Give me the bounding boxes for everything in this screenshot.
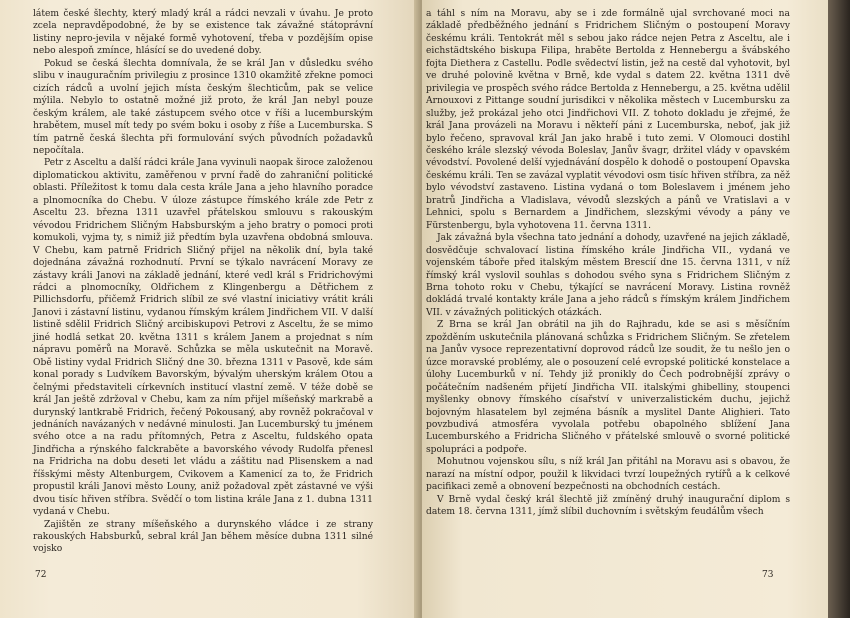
left-page <box>0 0 420 618</box>
paragraph: Jak závažná byla všechna tato jednání a dohody, uzavřené na jejich základě, dosvědčuje schvalovací listina římského krále Jindřicha VII., vydaná ve vojenském táboře před italským městem Brescií dne 15. června 1311, v níž římský král vyslovil souhlas s dohodou svého syna s Fridrichem Sličným z Brna tohoto roku v Chebu, týkající se navrácení Moravy. Listina rovněž dokládá trvalé kontakty krále Jana a jeho rádců s římským králem Jindřichem VII. v závažných politických otázkách. <box>426 233 790 318</box>
right-page <box>422 0 828 618</box>
left-page-text <box>33 8 373 556</box>
paragraph: Z Brna se král Jan obrátil na jih do Rajhradu, kde se asi s měsíčním zpožděním uskutečnila plánovaná schůzka s Fridrichem Sličným. Se zřetelem na Janův vysoce reprezentativní doprovod rádců lze soudit, že tu nešlo jen o úzce moravské problémy, ale o posouzení celé evropské politické konstelace a úlohy Lucemburků v ní. Tehdy již pronikly do Čech podrobnější zprávy o počátečním nadšeném přijetí Jindřicha VII. italskými ghibelliny, stoupenci myšlenky obnovy římského císařství v univerzalistickém duchu, jejichž bojovným hlasatelem byl zejména básník a myslitel Dante Alighieri. Tato povzbudivá atmosféra vyvolala potřebu obapolného sblížení Jana Lucemburského a Fridricha Sličného v přátelské smlouvě o svorné politické spolupráci a podpoře. <box>426 320 790 455</box>
paragraph: Mohutnou vojenskou sílu, s níž král Jan přitáhl na Moravu asi s obavou, že narazí na místní odpor, použil k likvidaci tvrzí loupežných rytířů a k celkové pacifikaci země a obnovení bezpečnosti na obchodních cestách. <box>426 457 790 493</box>
paragraph: V Brně vydal český král šlechtě již zmíněný druhý inaugurační diplom s datem 18. června 1311, jímž slíbil duchovním i světským feudálům všech <box>426 494 790 518</box>
paragraph: Pokud se česká šlechta domnívala, že se král Jan v důsledku svého slibu v inauguračním privilegiu z prosince 1310 okamžitě zřekne pomoci cizích rádců a uvolní jejich místa českým šlechticům, pak se velice mýlila. Nebylo to ostatně možné již proto, že král Jan nebyl pouze českým králem, ale také zástupcem svého otce v říši a lucemburským hrabětem, musel mít tedy po svém boku i osoby z říše a Lucemburska. S tím patrně česká šlechta při formulování svých původních požadavků nepočítala. <box>33 58 373 156</box>
page-number: 72 <box>35 570 47 580</box>
book-edge <box>828 0 850 618</box>
right-page-text <box>426 8 790 519</box>
paragraph: Zajištěn ze strany míšeňského a durynského vládce i ze strany rakouských Habsburků, sebral král Jan během měsíce dubna 1311 silné vojsko <box>33 519 373 555</box>
paragraph: látem české šlechty, který mladý král a rádci nevzali v úvahu. Je proto zcela nepravděpodobné, že by se existence tak závažné státoprávní listiny nepro-jevila v nějaké formě vyhotovení, třeba v pozdějším opise nebo alespoň zmínce, hlásící se do uvedené doby. <box>33 9 373 57</box>
paragraph: Petr z Asceltu a další rádci krále Jana vyvinuli naopak široce založenou diplomatickou aktivitu, zaměřenou v první řadě do zahraniční politické oblasti. Příležitost k tomu dala cesta krále Jana a jeho hlavního poradce a plnomocníka do Chebu. V úloze zástupce římského krále zde Petr z Asceltu 23. března 1311 uzavřel přátelskou smlouvu s rakouským vévodou Fridrichem Sličným Habsburským a jeho bratry o pomoci proti komukoli, vyjma ty, s nimiž již předtím byla uzavřena obdobná smlouva. V Chebu, kam patrně Fridrich Sličný přijel na několik dní, byla také dojednána závažná rozhodnutí. První se týkalo navrácení Moravy ze zástavy králi Janovi na základě jednání, které vedl král s Fridrichovými rádci a plnomocníky, Oldřichem z Klingenbergu a Dětřichem z Pillichsdorfu, přičemž Fridrich slíbil ze své vlastní iniciativy vrátit králi Janovi i zástavní listinu, vydanou římským králem Jindřichem VII. V další listině sdělil Fridrich Sličný arcibiskupovi Petrovi z Asceltu, že se mimo jiné hodlá setkat 20. května 1311 s králem Janem a projednat s ním nápravu poměrů na Moravě. Schůzka se měla uskutečnit na Moravě. Obě listiny vydal Fridrich Sličný dne 30. března 1311 v Pasově, kde sám konal porady s Ludvíkem Bavorským, bývalým uherským králem Otou a čelnými představiteli církevních institucí vlastní země. V téže době se král Jan ještě zdržoval v Chebu, kam za ním přijel míšeňský markrabě a durynský lantkrabě Fridrich, řečený Pokousaný, aby rovněž pokračoval v jednáních navázaných v nedávné minulosti. Jan Lucemburský tu jménem svého otce a na radu přítomných, Petra z Asceltu, fuldského opata Jindřicha a rýnského falckraběte a bavorského vévody Rudolfa přenesl na Fridricha na dobu deseti let vládu a záštitu nad Plisenskem a nad říšskými městy Altenburgem, Cvikovem a Kamenicí za to, že Fridrich propustil králi Janovi město Louny, aniž požadoval zpět zástavné ve výši dvou tisíc hřiven stříbra. Svědčí o tom listina krále Jana z 1. dubna 1311 vydaná v Chebu. <box>33 158 373 518</box>
page-number: 73 <box>762 570 774 580</box>
paragraph: a táhl s ním na Moravu, aby se i zde formálně ujal svrchované moci na základě předběžného jednání s Fridrichem Sličným o postoupení Moravy českému králi. Tentokrát měl s sebou jako rádce nejen Petra z Asceltu, ale i eichstädtského biskupa Filipa, hraběte Bertolda z Hennebergu a švábského fojta Diethera z Castellu. Podle svědectví listin, jež na cestě dal vyhotovit, byl ve druhé polovině května v Brně, kde vydal s datem 22. května 1311 dvě privilegia ve prospěch svého rádce Bertolda z Hennebergu, a 25. května udělil Arnouxovi z Pittange soudní jurisdikci v několika městech v Lucembursku za služby, jež prokázal jeho otci Jindřichovi VII. Z tohoto dokladu je zřejmé, že král Jana provázeli na Moravu i někteří páni z Lucemburska, neboť, jak již bylo řečeno, spravoval král Jan jako hrabě i tuto zemi. V Olomouci dostihl českého krále slezský vévoda Boleslav, Janův švagr, držitel vlády v opavském vévodství. Povolené delší vyjednávání dospělo k dohodě o postoupení Opavska českému králi. Ten se zavázal vyplatit vévodovi osm tisíc hřiven stříbra, za něž bylo vévodství zastaveno. Listina vydaná o tom Boleslavem i jménem jeho bratrů Jindřicha a Vladislava, vévodů slezských a pánů ve Vratislavi a v Lehnici, spolu s Bernardem a Jindřichem, slezskými vévody a pány ve Fürstenbergu, byla vyhotovena 11. června 1311. <box>426 9 790 231</box>
